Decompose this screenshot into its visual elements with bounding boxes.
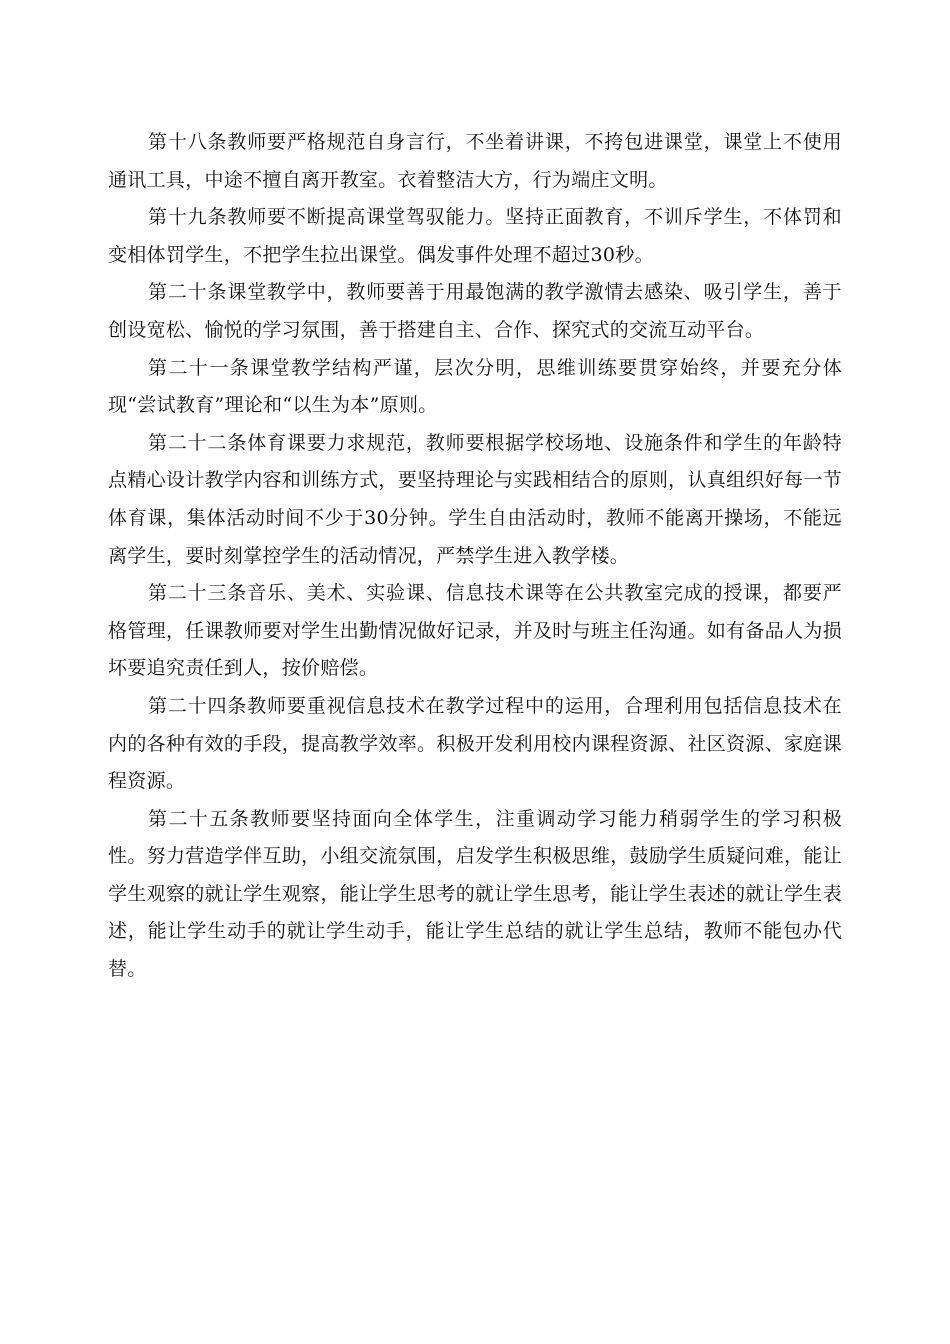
article-21-paragraph: 第二十一条课堂教学结构严谨，层次分明，思维训练要贯穿始终，并要充分体现“尝试教育”理论和“以生为本”原则。 bbox=[108, 356, 842, 417]
article-18-paragraph: 第十八条教师要严格规范自身言行，不坐着讲课，不挎包进课堂，课堂上不使用通讯工具，中途不擅自离开教室。衣着整洁大方，行为端庄文明。 bbox=[108, 131, 842, 191]
article-19-paragraph: 第十九条教师要不断提高课堂驾驭能力。坚持正面教育，不训斥学生，不体罚和变相体罚学生，不把学生拉出课堂。偶发事件处理不超过30秒。 bbox=[108, 206, 842, 266]
document-body bbox=[108, 124, 842, 989]
article-23-paragraph: 第二十三条音乐、美术、实验课、信息技术课等在公共教室完成的授课，都要严格管理，任课教师要对学生出勤情况做好记录，并及时与班主任沟通。如有备品人为损坏要追究责任到人，按价赔偿。 bbox=[108, 582, 842, 680]
article-22-paragraph: 第二十二条体育课要力求规范，教师要根据学校场地、设施条件和学生的年龄特点精心设计教学内容和训练方式，要坚持理论与实践相结合的原则，认真组织好每一节体育课，集体活动时间不少于30分钟。学生自由活动时，教师不能离开操场，不能远离学生，要时刻掌控学生的活动情况，严禁学生进入教学楼。 bbox=[108, 431, 842, 567]
article-20-paragraph: 第二十条课堂教学中，教师要善于用最饱满的教学激情去感染、吸引学生，善于创设宽松、愉悦的学习氛围，善于搭建自主、合作、探究式的交流互动平台。 bbox=[108, 281, 842, 341]
article-24-paragraph: 第二十四条教师要重视信息技术在教学过程中的运用，合理利用包括信息技术在内的各种有效的手段，提高教学效率。积极开发利用校内课程资源、社区资源、家庭课程资源。 bbox=[108, 694, 842, 793]
article-25-paragraph: 第二十五条教师要坚持面向全体学生，注重调动学习能力稍弱学生的学习积极性。努力营造学伴互助，小组交流氛围，启发学生积极思维，鼓励学生质疑问难，能让学生观察的就让学生观察，能让学生思考的就让学生思考，能让学生表述的就让学生表述，能让学生动手的就让学生动手，能让学生总结的就让学生总结，教师不能包办代替。 bbox=[108, 807, 842, 981]
